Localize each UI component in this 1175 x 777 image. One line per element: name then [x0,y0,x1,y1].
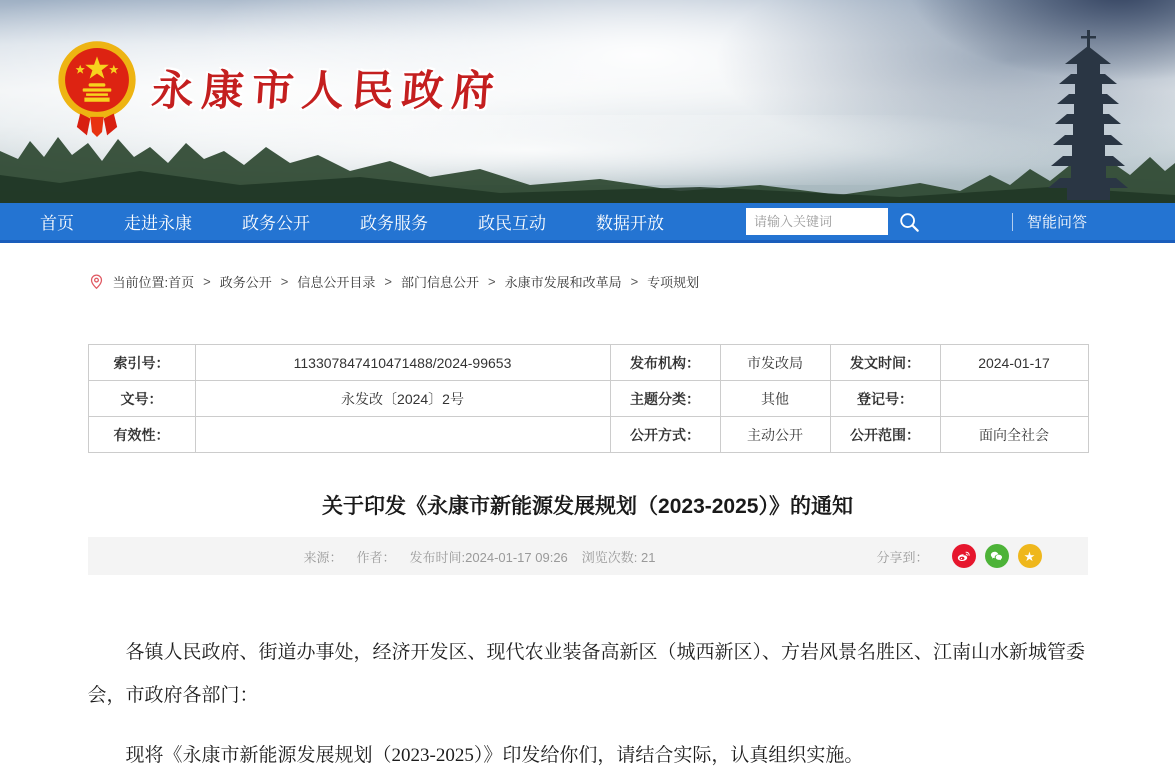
smart-qa-link[interactable]: 智能问答 [1027,214,1088,231]
publish-time: 发布时间:2024-01-17 09:26 [409,549,568,565]
article-paragraph: 现将《永康市新能源发展规划（2023-2025）》印发给你们，请结合实际，认真组织实施。 [125,745,864,766]
meta-label-disclosure-method: 公开方式： [610,417,720,453]
pagoda-icon [1033,28,1143,200]
meta-label-doc-number: 文号： [88,381,195,417]
source-bar [88,537,1088,575]
breadcrumb-item-home[interactable]: 首页 [168,275,195,290]
share-qzone-button[interactable] [1018,544,1042,568]
national-emblem-icon [55,36,139,144]
breadcrumb-separator: > [384,274,392,289]
qzone-star-icon: ★ [1023,548,1036,564]
breadcrumb-item-gov-info[interactable]: 政务公开 [219,275,272,290]
breadcrumb-prefix: 当前位置: [112,275,169,290]
nav-item-services[interactable]: 政务服务 [360,214,428,233]
nav-item-open-data[interactable]: 数据开放 [596,214,664,233]
breadcrumb-separator: > [280,274,289,289]
view-count: 浏览次数: 21 [581,549,656,565]
search-icon [898,211,920,233]
meta-label-index: 索引号： [88,345,195,381]
table-row [88,381,1088,417]
share-label: 分享到： [876,549,929,565]
breadcrumb [88,272,1088,291]
meta-label-disclosure-scope: 公开范围： [830,417,940,453]
meta-label-validity: 有效性： [88,417,195,453]
page-content [88,272,1088,777]
meta-label-agency: 发布机构： [610,345,720,381]
main-nav [0,203,1175,243]
meta-label-topic: 主题分类： [610,381,720,417]
share-weibo-button[interactable] [952,544,976,568]
nav-item-home[interactable]: 首页 [40,214,74,233]
search-input[interactable] [746,208,888,235]
weibo-icon [956,549,971,564]
nav-item-interaction[interactable]: 政民互动 [478,214,546,233]
nav-item-about[interactable]: 走进永康 [124,214,192,233]
article-meta-info [304,547,670,566]
meta-value-disclosure-scope: 面向全社会 [940,417,1088,453]
meta-value-doc-number: 永发改〔2024〕2号 [195,381,610,417]
breadcrumb-separator: > [203,274,211,289]
search-button[interactable] [892,208,926,235]
article-paragraph: 各镇人民政府、街道办事处，经济开发区、现代农业装备高新区（城西新区）、方岩风景名胜区、江南山水新城管委会，市政府各部门： [87,642,1086,706]
wechat-icon [989,549,1004,564]
table-row [88,417,1088,453]
breadcrumb-item-special-plan[interactable]: 专项规划 [647,275,700,290]
nav-item-gov-info[interactable]: 政务公开 [242,214,310,233]
breadcrumb-item-dept-info[interactable]: 部门信息公开 [400,275,479,290]
breadcrumb-separator: > [487,274,496,289]
source-label: 来源： [303,549,343,565]
meta-value-validity [195,417,610,453]
document-meta-table [88,344,1089,453]
search-box [746,208,926,235]
meta-value-disclosure-method: 主动公开 [720,417,830,453]
meta-value-topic: 其他 [720,381,830,417]
breadcrumb-item-ndrc[interactable]: 永康市发展和改革局 [504,275,622,290]
page-title: 关于印发《永康市新能源发展规划（2023-2025）》的通知 [322,495,853,518]
meta-value-agency: 市发改局 [720,345,830,381]
site-banner [0,0,1175,203]
site-title: 永康市人民政府 [150,67,504,114]
article-body [88,631,1088,777]
author-label: 作者： [356,549,396,565]
meta-value-reg-number [940,381,1088,417]
smart-qa-wrap [1012,211,1087,232]
meta-value-issue-date: 2024-01-17 [940,345,1088,381]
meta-value-index: 113307847410471488/2024-99653 [195,345,610,381]
share-wechat-button[interactable] [985,544,1009,568]
meta-label-issue-date: 发文时间： [830,345,940,381]
meta-label-reg-number: 登记号： [830,381,940,417]
breadcrumb-separator: > [630,274,639,289]
table-row [88,345,1088,381]
location-pin-icon [88,273,105,290]
treeline-graphic [0,113,1175,203]
nav-divider [1012,213,1013,231]
breadcrumb-item-catalog[interactable]: 信息公开目录 [297,275,376,290]
share-section [876,544,1041,568]
